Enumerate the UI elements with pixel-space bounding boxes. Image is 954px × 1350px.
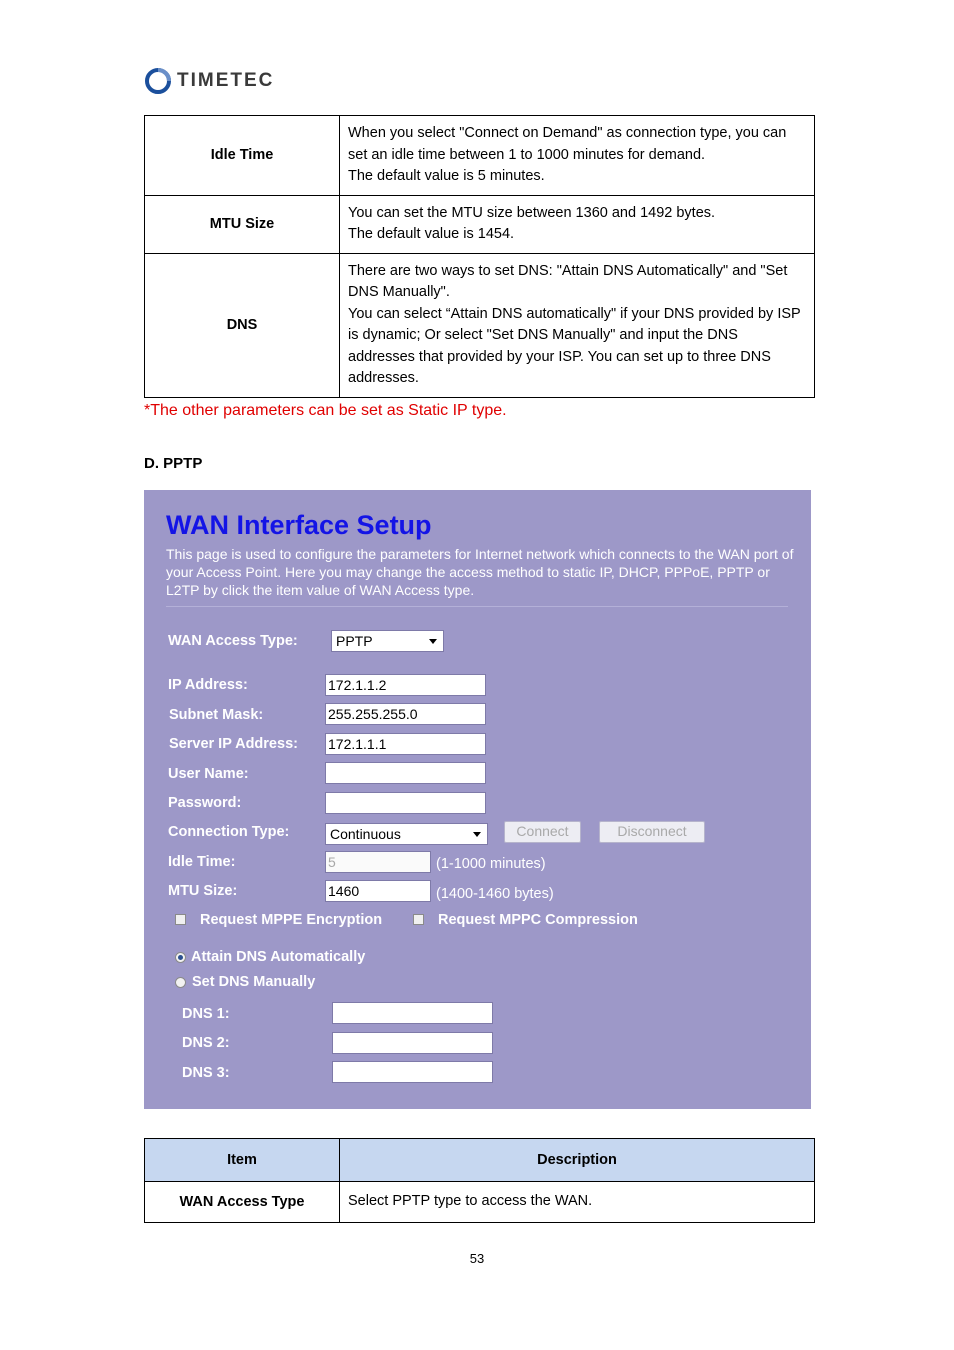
header-description: Description [340, 1139, 815, 1182]
item-cell: Idle Time [145, 116, 340, 196]
item-cell: WAN Access Type [145, 1182, 340, 1223]
wan-access-type-value: PPTP [336, 633, 373, 649]
logo-text: TIMETEC [177, 70, 275, 91]
dns3-label: DNS 3: [182, 1065, 230, 1081]
dns2-input[interactable] [332, 1032, 493, 1054]
description-line: When you select "Connect on Demand" as connection type, you can set an idle time between 1 to 1000 minutes for demand. [348, 125, 787, 163]
wan-setup-title: WAN Interface Setup [166, 510, 432, 540]
dns3-input[interactable] [332, 1061, 493, 1083]
connect-button[interactable]: Connect [504, 821, 581, 843]
wan-setup-intro: This page is used to configure the parameters for Internet network which connects to the WAN port of your Access Point. Here you may change the access method to static IP, DHCP, PPPoE, PPTP or L2TP by click the item value of WAN Access type. [166, 546, 794, 598]
table-header-row [145, 1139, 815, 1182]
mppe-checkbox[interactable] [175, 914, 186, 925]
mtu-size-label: MTU Size: [168, 883, 238, 899]
user-name-input[interactable] [325, 762, 486, 784]
page-number: 53 [469, 1251, 485, 1266]
user-name-label: User Name: [168, 766, 249, 782]
connection-type-value: Continuous [330, 826, 401, 842]
mtu-size-input[interactable]: 1460 [325, 880, 431, 902]
divider [166, 606, 788, 607]
subnet-mask-label: Subnet Mask: [169, 707, 264, 723]
description-line: You can set the MTU size between 1360 and 1492 bytes. [348, 204, 716, 221]
pptp-items-table [144, 1138, 815, 1223]
ip-address-input[interactable]: 172.1.1.2 [325, 674, 486, 696]
wan-access-type-label: WAN Access Type: [168, 633, 298, 649]
connection-type-select[interactable] [325, 823, 488, 845]
description-cell: Select PPTP type to access the WAN. [340, 1182, 815, 1223]
table-row [145, 1182, 815, 1223]
description-line: The default value is 5 minutes. [348, 168, 545, 184]
static-ip-note: *The other parameters can be set as Static IP type. [144, 402, 507, 419]
timetec-logo [145, 68, 274, 94]
server-ip-input[interactable]: 172.1.1.1 [325, 733, 486, 755]
password-label: Password: [168, 795, 242, 811]
dns1-input[interactable] [332, 1002, 493, 1024]
dns-auto-label: Attain DNS Automatically [191, 949, 366, 965]
description-cell [340, 253, 815, 397]
ip-address-label: IP Address: [168, 677, 248, 693]
disconnect-button[interactable]: Disconnect [599, 821, 705, 843]
parameters-table [144, 115, 815, 398]
dns1-label: DNS 1: [182, 1006, 230, 1022]
description-line: The default value is 1454. [348, 226, 515, 242]
description-cell [340, 116, 815, 196]
logo-ring-icon [145, 68, 171, 94]
mppe-label: Request MPPE Encryption [200, 912, 383, 928]
idle-time-range: (1-1000 minutes) [436, 856, 546, 872]
item-cell: MTU Size [145, 195, 340, 253]
idle-time-label: Idle Time: [168, 854, 236, 870]
table-row [145, 116, 815, 196]
connection-type-label: Connection Type: [168, 824, 290, 840]
subnet-mask-input[interactable]: 255.255.255.0 [325, 703, 486, 725]
server-ip-label: Server IP Address: [169, 736, 298, 752]
wan-setup-screenshot [144, 490, 811, 1109]
dns-auto-radio[interactable] [175, 952, 186, 963]
table-row [145, 253, 815, 397]
mppc-checkbox[interactable] [413, 914, 424, 925]
item-cell: DNS [145, 253, 340, 397]
idle-time-input[interactable]: 5 [325, 851, 431, 873]
chevron-down-icon [473, 832, 481, 837]
chevron-down-icon [429, 639, 437, 644]
dns2-label: DNS 2: [182, 1035, 230, 1051]
description-line: You can select “Attain DNS automatically" if your DNS provided by ISP is dynamic; Or select "Set DNS Manually" and input the DNS addresses that provided by your ISP. You can set up to three DNS addresses. [348, 305, 801, 386]
wan-access-type-select[interactable] [331, 630, 444, 652]
section-heading: D. PPTP [144, 455, 203, 472]
table-row [145, 195, 815, 253]
dns-manual-radio[interactable] [175, 977, 186, 988]
header-item: Item [145, 1139, 340, 1182]
mtu-size-range: (1400-1460 bytes) [436, 886, 554, 902]
password-input[interactable] [325, 792, 486, 814]
mppc-label: Request MPPC Compression [438, 912, 638, 928]
dns-manual-label: Set DNS Manually [192, 974, 316, 990]
description-cell [340, 195, 815, 253]
description-line: There are two ways to set DNS: "Attain DNS Automatically" and "Set DNS Manually". [348, 262, 788, 300]
